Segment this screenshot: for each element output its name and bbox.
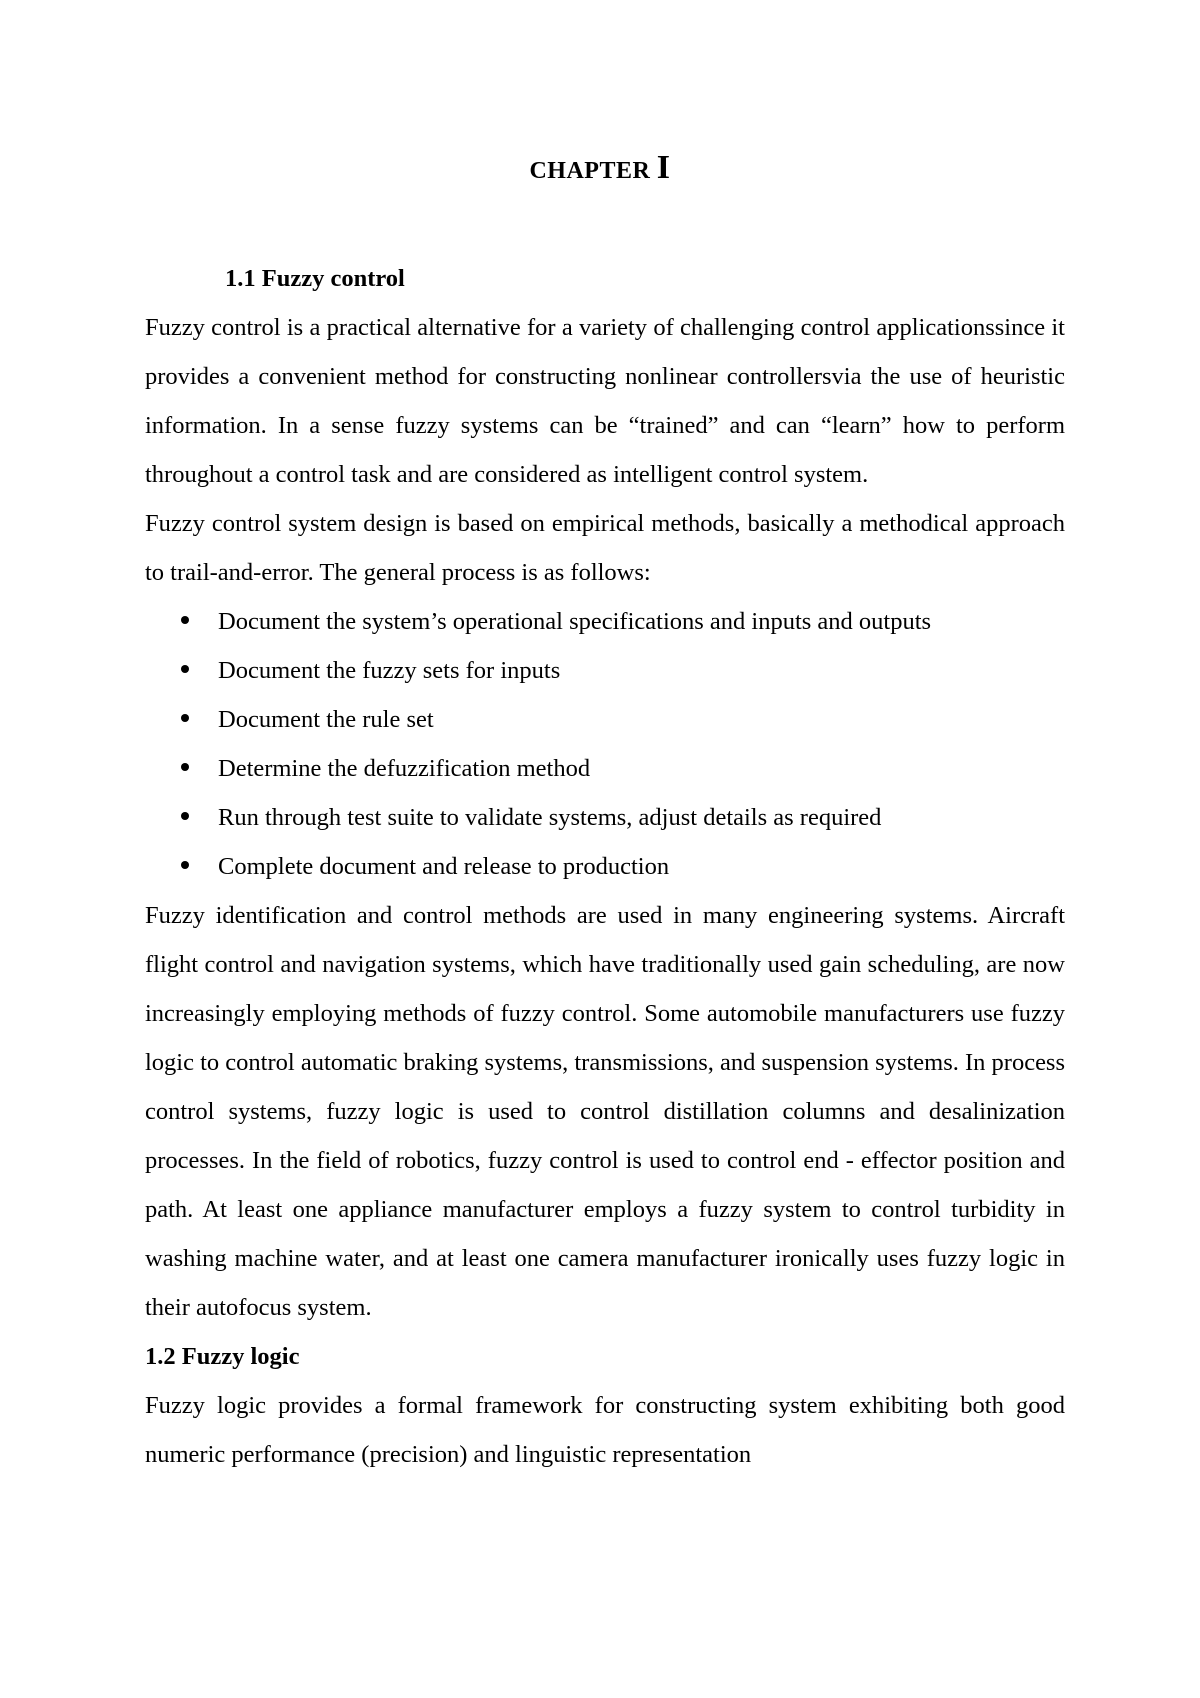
list-item-text: Document the rule set [218, 706, 434, 733]
paragraph-fuzzy-control-intro: Fuzzy control is a practical alternative for a variety of challenging control applicationssince it provides a convenient method for constructing nonlinear controllersvia the use of heuristic information. In a sense fuzzy systems can be “trained” and can “learn” how to perform throughout a control task and are considered as intelligent control system. [145, 314, 1065, 488]
bullet-icon [181, 714, 189, 722]
list-item [145, 842, 1065, 891]
paragraph-applications: Fuzzy identification and control methods are used in many engineering systems. Aircraft flight control and navigation systems, which have traditionally used gain scheduling, are now increasingly employing methods of fuzzy control. Some automobile manufacturers use fuzzy logic to control automatic braking systems, transmissions, and suspension systems. In process control systems, fuzzy logic is used to control distillation columns and desalinization processes. In the field of robotics, fuzzy control is used to control end - effector position and path. At least one appliance manufacturer employs a fuzzy system to control turbidity in washing machine water, and at least one camera manufacturer ironically uses fuzzy logic in their autofocus system. [145, 902, 1066, 1321]
document-body [145, 254, 1065, 1479]
paragraph-design-process: Fuzzy control system design is based on empirical methods, basically a methodical approach to trail-and-error. The general process is as follows: [145, 510, 1065, 586]
list-item-text: Document the fuzzy sets for inputs [218, 657, 561, 684]
list-item [145, 646, 1065, 695]
section-heading-fuzzy-logic: 1.2 Fuzzy logic [145, 1343, 300, 1370]
list-item-text: Document the system’s operational specifications and inputs and outputs [218, 608, 932, 635]
chapter-word: CHAPTER [529, 158, 651, 184]
bullet-icon [181, 763, 189, 771]
bullet-icon [181, 812, 189, 820]
list-item [145, 744, 1065, 793]
chapter-numeral: I [656, 149, 671, 186]
list-item [145, 695, 1065, 744]
bullet-icon [181, 665, 189, 673]
list-item [145, 793, 1065, 842]
paragraph-fuzzy-logic-intro: Fuzzy logic provides a formal framework for constructing system exhibiting both good numeric performance (precision) and linguistic representation [145, 1392, 1065, 1468]
bullet-icon [181, 861, 189, 869]
list-item-text: Determine the defuzzification method [218, 755, 591, 782]
list-item-text: Complete document and release to production [218, 853, 670, 880]
design-steps-list [145, 597, 1065, 891]
chapter-title [0, 148, 1200, 191]
list-item [145, 597, 1065, 646]
bullet-icon [181, 616, 189, 624]
list-item-text: Run through test suite to validate systems, adjust details as required [218, 804, 882, 831]
section-heading-fuzzy-control: 1.1 Fuzzy control [225, 265, 405, 292]
